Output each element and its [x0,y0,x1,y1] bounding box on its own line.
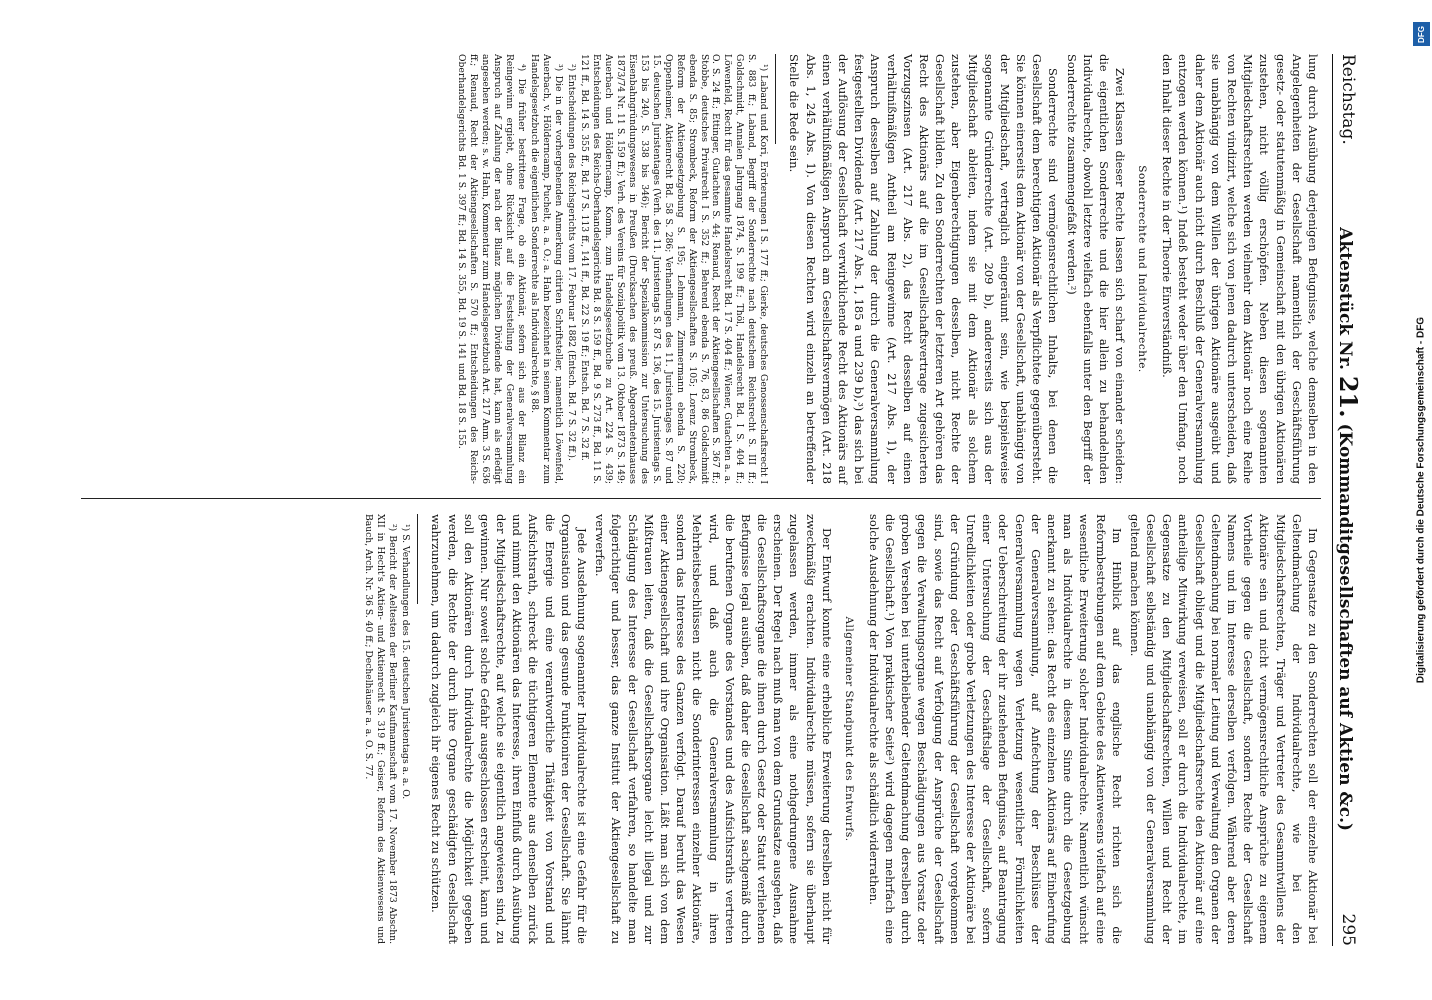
document-page [41,20,1391,980]
footnote: ⁴) Die früher bestrittene Frage, ob ein Aktionär, sofern sich aus der Bilanz ein Reingewinn ergiebt, ohne Rücksicht auf die Feststellung der Generalversammlung Anspruch auf Zahlung der nach der Bilanz möglichen Dividende hat, kann als erledigt angesehen werden; s. w. Hahn, Kommentar zum Handelsgesetzbuch Art. 217 Anm. 3 S. 636 ff.; Renaud, Recht der Aktiengesellschaften S. 570 ff.; Entscheidungen des Reichs-Oberhandelsgerichts Bd. 1 S. 397 ff.; Bd. 14 S. 355, Bd. 19 S. 141 und Bd. 18 S. 155. [456,54,528,484]
paragraph: Zwei Klassen dieser Rechte lassen sich scharf von einander scheiden: die eigentlichen Sonderrechte und die hier allein zu behandelnden Individualrechte, obwohl letztere vielfach ebenfalls unter den Begriff der Sonderrechte zusammengefaßt werden.²) [1064,54,1128,484]
header-number: 21. [1334,375,1364,418]
section-heading: Allgemeiner Standpunkt des Entwurfs. [842,616,855,842]
paragraph: Sonderrechte sind vermögensrechtlichen Inhalts, bei denen die Gesellschaft dem berechtigten Aktionär als Verpflichtete gegenübersteht. Sie können einerseits dem Aktionär von der Gesellschaft, unabhängig von der Mitgliedschaft, vertraglich eingeräumt sein, wie beispielsweise sogenannte Gründerrechte (Art. 209 b), andererseits sich aus der Mitgliedschaft ableiten, indem sie mit dem Aktionär als solchem zustehen, aber Eigenberechtigungen desselben, nicht Rechte der Gesellschaft bilden. Zu den Sonderrechten der letzteren Art gehören das Recht des Aktionärs auf die im Gesellschaftsvertrage zugesicherten Vorzugszinsen (Art. 217 Abs. 2), das Recht desselben auf einen verhältnißmäßigen Antheil am Reingewinne (Art. 217 Abs. 1), der Anspruch desselben auf Zahlung der durch die Generalversammlung festgestellten Dividende (Art. 217 Abs. 1, 185 a und 239 b),³) das sich bei der Auflösung der Gesellschaft verwirklichende Recht des Aktionärs auf einen verhältnißmäßigen Anspruch am Gesellschaftsvermögen (Art. 218 Abs. 1, 245 Abs. 1). Von diesen Rechten wird einzeln an betreffender Stelle die Rede sein. [787,54,1061,484]
header-title [1331,227,1365,831]
dfg-logo-text: DFG [1416,25,1426,43]
paragraph: Im Hinblick auf das englische Recht richten sich die Reformbestrebungen auf dem Gebiete des Aktienwesens vielfach auf eine wesentliche Erweiterung solcher Individualrechte. Namentlich wünscht man als Individualrechte in diesem Sinne durch die Gesetzgebung anerkannt zu sehen: das Recht des einzelnen Aktionärs auf Einberufung der Generalversammlung, auf Anfechtung der Beschlüsse der Generalversammlung wegen Verletzung wesentlicher Förmlichkeiten oder Ueberschreitung der ihr zustehenden Befugnisse, auf Beantragung einer Untersuchung der Geschäftslage der Gesellschaft, sofern Unredlichkeiten oder grobe Verletzungen des Interesse der Aktionäre bei der Gründung oder Geschäftsführung der Gesellschaft vorgekommen sind, sowie das Recht auf Verfolgung der Ansprüche der Gesellschaft gegen die Verwaltungsorgane wegen Beschädigungen aus Vorsatz oder groben Versehen bei unterbleibender Geltendmachung derselben durch die Gesellschaft.¹) Von praktischer Seite²) wird dagegen mehrfach eine solche Ausdehnung der Individualrechte als schädlich widerrathen. [866,514,1124,944]
left-column [61,54,1321,484]
header-left: Reichstag. [1338,54,1359,145]
column-divider [81,498,1321,499]
footnote-rule [417,514,418,604]
digitization-credit [1410,0,1432,1000]
footnote: ²) Bericht der Aeltesten der Berliner Kaufmannschaft vom 17. November 1873 Abschn. XII in Hecht's Aktien- und Aktienrecht S. 319 ff.; Geiser, Reform des Aktienwesens und Bauch, Arch. Nr. 36 S. 40 ff.; Dechelhäuser a. a. O. S. 77. [363,514,399,944]
footnote: ²) Entscheidungen des Reichsgerichts vom 17. Februar 1882 (Entsch. Bd. 7 S. 32 ff.). [566,64,578,461]
footnote: ¹) Laband und Kori, Erörterungen I S. 177 ff.; Gierke, deutsches Genossenschaftsrecht I S. 883 ff.; Laband, Begriff der Sonderrechte nach deutschem Reichsrecht S. III ff.; Goldschmidt, Annalen Jahrgang 1874, S. 199 ff.; Thöl, Handelsrecht Bd. I S. 404 ff.; Löwenfeld, Recht für das gesammte Handelsrecht Bd. 17 S. 404 ff.; Wiener, Gutachten a. a. O. S. 24 ff.; Ettinger, Gutachten S. 44; Renaud, Recht der Aktiengesellschaften S. 367 ff.; Stobbe, deutsches Privatrecht I S. 352 ff.; Behrend ebenda S. 76, 83, 86 Goldschmidt ebenda S. 85; Strombeck, Reform der Aktiengesellschaften S. 105; Lorenz Strombeck, Reform der Aktiengesetzgebung S. 195; Lehmann, Zimmermann ebenda S. 220; Oppenheimer, Aktienrecht Bd. 58 S. 286; Verhandlungen des 11. Juristentages S. 87 und 15. deutschen Juristentages (Verh. des 11. Juristentags S. 87 S. 136, des 15. Juristentags S. 153 bis 240, S. 338 bis 346); Bericht der Spezialkommission zur Untersuchung des Eisenbahngründungswesens in Preußen (Drucksachen des preuß. Abgeordnetenhauses 1873/74 Nr. 11 S. 159 ff.); Verh. des Vereins für Sozialpolitik vom 13. Oktober 1873 S. 149; Auerbach und Hölderncamp, Komm. zum Handelsgesetzbuche zu Art. 224 S. 439; Entscheidungen des Reichs-Oberhandelsgerichts Bd. 8 S. 159 ff., Bd. 9 S. 273 ff., Bd. 11 S. 121 ff., Bd. 14 S. 355 ff., Bd. 17 S. 113 ff., 141 ff., Bd. 22 S. 19 ff.; Entsch. Bd. 7 S. 32 ff. [578,54,770,484]
paragraph: Jede Ausdehnung sogenannter Individualrechte ist eine Gefahr für die Organisation und das gesunde Funktioniren der Gesellschaft. Sie lähmt die Energie und eine verantwortliche Thätigkeit von Vorstand und Aufsichtsrath, schreckt die tüchtigeren Elemente aus denselben zurück und nimmt den Aktionären das Interesse, ihren Einfluß durch Ausübung der Mitgliedschaftsrechte, auf welche sie eigentlich angewiesen sind, zu gewinnen. Nur soweit solche Gefahr ausgeschlossen erscheint, kann und soll den Aktionären durch Individualrechte die Möglichkeit gegeben werden, die Rechte der durch ihre Organe geschädigten Gesellschaft wahrzunehmen, um dadurch zugleich ihr eigenes Recht zu schützen. [429,514,590,944]
paragraph: lung durch Ausübung derjenigen Befugnisse, welche demselben in den Angelegenheiten der Gesellschaft namentlich der Geschäftsführung gesetz- oder statutenmäßig in Gemeinschaft mit den übrigen Aktionären zustehen, nicht völlig erschöpfen. Neben diesen sogenannten Mitgliedschaftsrechten werden vielmehr dem Aktionär noch eine Reihe von Rechten vindizirt, welche sich von jenen dadurch unterscheiden, daß sie unabhängig von dem Willen der übrigen Aktionäre ausgeübt und daher dem Aktionär auch nicht durch Beschluß der Generalversammlung entzogen werden können.¹) Indeß besteht weder über den Umfang, noch den Inhalt dieser Rechte in der Theorie Einverständniß. [1160,54,1320,484]
digitization-credit-text: Digitalisierung gefördert durch die Deutsche Forschungsgemeinschaft - DFG [1415,316,1427,684]
page-header [1332,54,1363,946]
paragraph: Im Gegensatze zu den Sonderrechten soll der einzelne Aktionär bei Geltendmachung der Individualrechte, wie bei den Mitgliedschaftsrechten, Träger und Vertreter des Gesammtwillens der Aktionäre sein und nicht vermögensrechtliche Ansprüche zu eigenem Vortheile gegen die Gesellschaft, sondern Rechte der Gesellschaft Namens und im Interesse derselben verfolgen. Während aber deren Geltendmachung bei normaler Leitung und Verwaltung den Organen der Gesellschaft obliegt und die Mitgliedschaftsrechte den Aktionär auf eine antheilige Mitwirkung verweisen, soll er durch die Individualrechte, im Gegensatze zu den Mitgliedschaftsrechten, Willen und Recht der Gesellschaft selbständig und unabhängig von der Generalversammlung geltend machen können. [1127,514,1320,944]
right-column [61,514,1321,944]
dfg-logo [1413,22,1430,46]
footnote-rule [775,54,776,144]
header-center-suffix: (Kommanditgesellschaften auf Aktien &c.) [1335,423,1356,832]
section-heading: Sonderrechte und Individualrechte. [1136,165,1149,373]
footnote: ¹) S. Verhandlungen des 15. deutschen Juristentags a. a. O. [400,524,412,800]
footnote: ³) Die in der vorhergehenden Anmerkung citirten Schriftsteller, namentlich Löwenfeld, Auerbach, v. Hölderncamp, Puchelt, a. a. O.; a. Hahn bezeichnet in seinem Kommentar zum Handelsgesetzbuch die eigentlichen Sonderrechte als Individualrechte, § 88. [529,54,565,484]
header-center-prefix: Aktenstück Nr. [1335,227,1356,370]
paragraph: Der Entwurf konnte eine erhebliche Erweiterung derselben nicht für zweckmäßig erachten. Individualrechte müssen, sofern sie überhaupt zugelassen werden, immer als eine nothgedrungene Ausnahme erscheinen. Der Regel nach muß man von dem Grundsatze ausgehen, daß die Gesellschaftsorgane die ihnen durch Gesetz oder Statut verliehenen Befugnisse legal ausüben, daß daher die Gesellschaft sachgemäß durch die berufenen Organe des Vorstandes und des Aufsichtsraths vertreten wird, und daß auch die Generalversammlung in ihren Mehrheitsbeschlüssen nicht die Sonderinteressen einzelner Aktionäre, sondern das Interesse des Ganzen verfolgt. Darauf beruht das Wesen einer Aktiengesellschaft und ihre Organisation. Läßt man sich von dem Mißtrauen leiten, daß die Gesellschaftsorgane leicht illegal und zur Schädigung des Interesse der Gesellschaft verfahren, so handelte man folgerichtiger und besser, das ganze Institut der Aktiengesellschaft zu verwerfen. [593,514,834,944]
page-number: 295 [1338,913,1359,946]
